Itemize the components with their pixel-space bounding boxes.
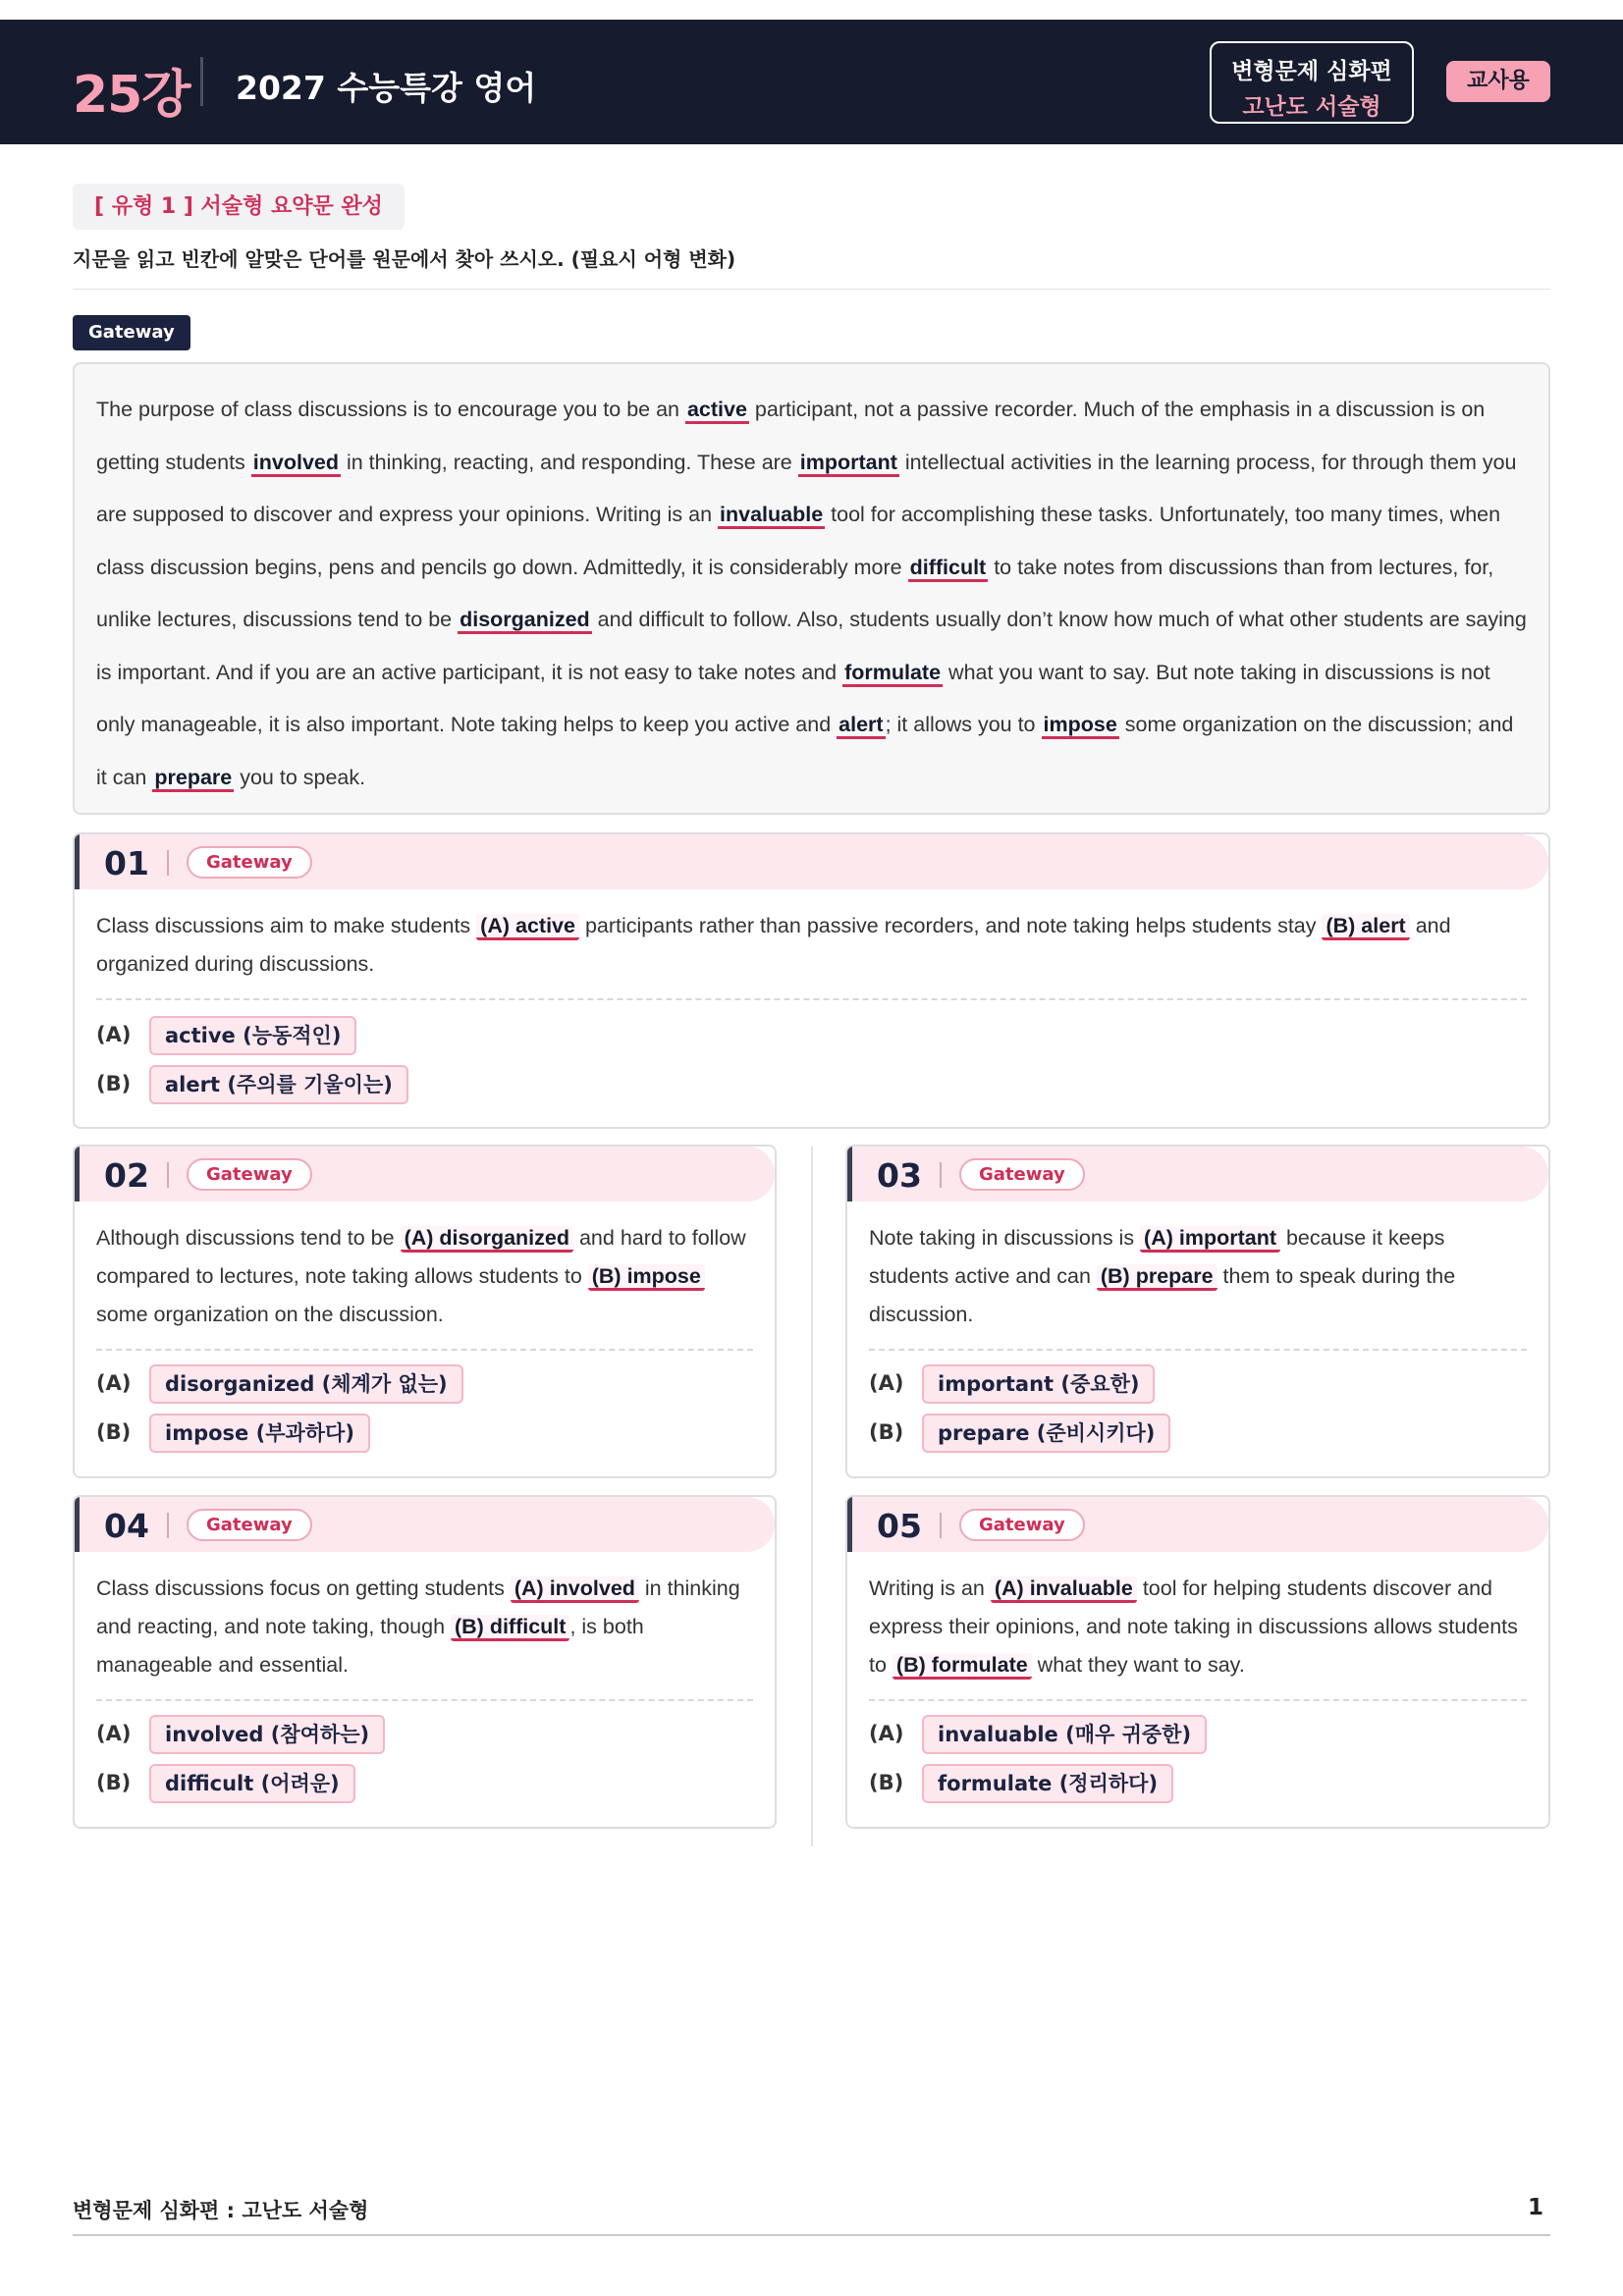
summary-segment: participants rather than passive recorders, and note taking helps students stay [578,914,1323,937]
page-number: 1 [1528,2195,1544,2220]
question-source-tag: Gateway [187,846,312,879]
answer-label: (A) [96,1371,132,1395]
answer-label: (B) [96,1420,132,1444]
highlighted-keyword: formulate [842,661,943,687]
answer-chip: impose (부과하다) [149,1414,370,1453]
question-number: 02 [104,1156,149,1195]
answer-blank: (A) important [1140,1226,1280,1253]
card-divider [940,1513,942,1538]
passage-segment: what you want to say. But note taking in discussions is not only manageable, it is also important. Note taking helps to keep you active and [96,660,1490,736]
highlighted-keyword: impose [1042,713,1119,739]
column-divider [811,1147,813,1846]
answer-label: (A) [869,1371,904,1395]
book-title: 2027 수능특강 영어 [236,69,537,107]
summary-segment: Class discussions focus on getting students [96,1576,511,1600]
highlighted-keyword: active [685,398,749,424]
dashed-divider [96,998,1527,1000]
question-card-01 [73,832,1550,1129]
question-number: 03 [877,1156,922,1195]
passage-segment: in thinking, reacting, and responding. These are [341,450,798,474]
card-header [75,834,1548,889]
highlighted-keyword: difficult [908,556,989,582]
answer-blank: (B) alert [1322,914,1409,940]
type-label: [ 유형 1 ] 서술형 요약문 완성 [73,184,405,230]
passage-segment: you to speak. [234,765,366,789]
question-source-tag: Gateway [959,1158,1085,1191]
highlighted-keyword: alert [837,713,885,739]
summary-text [869,1219,1527,1334]
card-accent-bar [75,834,80,889]
question-card-05 [845,1495,1550,1829]
card-accent-bar [75,1497,80,1552]
summary-segment: tool for helping students discover and express their opinions, and note taking in discussions allows students to [869,1576,1518,1677]
answer-blank: (B) impose [588,1264,705,1291]
card-accent-bar [75,1147,80,1201]
card-accent-bar [847,1497,852,1552]
summary-segment: and hard to follow compared to lectures, note taking allows students to [96,1226,746,1288]
passage-segment: to take notes from discussions than from lectures, for, unlike lectures, discussions tend to be [96,555,1494,631]
answer-label: (B) [96,1072,132,1095]
top-header-bar [0,20,1623,144]
dashed-divider [96,1699,753,1701]
summary-segment: them to speak during the discussion. [869,1264,1456,1326]
card-header [847,1497,1548,1552]
passage-segment: The purpose of class discussions is to encourage you to be an [96,398,685,421]
question-number: 01 [104,844,149,882]
card-divider [940,1162,942,1188]
answer-label: (A) [869,1722,904,1745]
header-divider [200,57,203,106]
summary-segment: in thinking and reacting, and note taking, though [96,1576,740,1638]
answer-blank: (B) formulate [893,1653,1032,1680]
edition-line1: 변형문제 심화편 [1231,59,1392,84]
answer-blank: (A) involved [511,1576,639,1603]
passage-segment: and difficult to follow. Also, students usually don’t know how much of what other students are saying is important. And if you are an active participant, it is not easy to take notes and [96,608,1527,684]
dashed-divider [869,1349,1527,1351]
answer-label: (B) [96,1771,132,1794]
summary-segment: , is both manageable and essential. [96,1615,644,1677]
source-tag: Gateway [73,315,190,350]
lesson-number: 25강 [73,66,190,125]
edition-line2: 고난도 서술형 [1242,94,1381,120]
summary-segment: some organization on the discussion. [96,1303,444,1326]
highlighted-keyword: invaluable [718,503,825,529]
summary-segment: what they want to say. [1031,1653,1245,1677]
passage-box [73,362,1550,815]
teacher-badge: 교사용 [1446,61,1550,102]
highlighted-keyword: prepare [152,766,234,792]
question-card-02 [73,1145,777,1478]
passage-segment: ; it allows you to [885,713,1042,736]
answer-chip: formulate (정리하다) [922,1764,1173,1803]
card-divider [167,850,169,876]
answer-chip: important (중요한) [922,1364,1155,1404]
answer-label: (A) [96,1023,132,1046]
answer-chip: disorganized (체계가 없는) [149,1364,463,1404]
highlighted-keyword: involved [251,451,341,477]
question-source-tag: Gateway [959,1509,1085,1541]
summary-text [96,907,1530,984]
dashed-divider [96,1349,753,1351]
dashed-divider [869,1699,1527,1701]
answer-chip: active (능동적인) [149,1016,356,1055]
highlighted-keyword: disorganized [458,608,592,634]
question-source-tag: Gateway [187,1158,312,1191]
answer-blank: (B) difficult [451,1615,569,1641]
summary-segment: because it keeps students active and can [869,1226,1445,1288]
card-accent-bar [847,1147,852,1201]
answer-chip: difficult (어려운) [149,1764,355,1803]
card-divider [167,1513,169,1538]
highlighted-keyword: important [798,451,899,477]
footer-rule [73,2234,1550,2236]
passage-text [96,384,1529,804]
answer-blank: (A) active [476,914,579,940]
card-divider [167,1162,169,1188]
card-header [75,1497,775,1552]
answer-chip: alert (주의를 기울이는) [149,1065,408,1104]
answer-blank: (A) invaluable [991,1576,1137,1603]
answer-chip: invaluable (매우 귀중한) [922,1715,1207,1754]
passage-segment: some organization on the discussion; and it can [96,713,1514,789]
summary-segment: Note taking in discussions is [869,1226,1141,1250]
question-source-tag: Gateway [187,1509,312,1541]
answer-blank: (B) prepare [1097,1264,1217,1291]
answer-chip: involved (참여하는) [149,1715,385,1754]
edition-box [1210,41,1414,124]
summary-text [869,1570,1527,1684]
section-rule [73,289,1550,290]
answer-label: (B) [869,1420,904,1444]
question-card-03 [845,1145,1550,1478]
summary-segment: Although discussions tend to be [96,1226,401,1250]
card-header [847,1147,1548,1201]
passage-segment: intellectual activities in the learning process, for through them you are supposed to discover and express your opinions. Writing is an [96,450,1517,526]
summary-segment: Class discussions aim to make students [96,914,477,937]
question-number: 05 [877,1507,922,1545]
answer-chip: prepare (준비시키다) [922,1414,1170,1453]
answer-blank: (A) disorganized [401,1226,573,1253]
footer-text: 변형문제 심화편 : 고난도 서술형 [73,2199,369,2222]
summary-segment: Writing is an [869,1576,991,1600]
question-number: 04 [104,1507,149,1545]
question-card-04 [73,1495,777,1829]
summary-segment: and organized during discussions. [96,914,1451,976]
summary-text [96,1219,754,1334]
summary-text [96,1570,754,1684]
passage-segment: tool for accomplishing these tasks. Unfortunately, too many times, when class discussion begins, pens and pencils go down. Admittedly, it is considerably more [96,503,1501,579]
passage-segment: participant, not a passive recorder. Much of the emphasis in a discussion is on getting students [96,398,1486,474]
answer-label: (A) [96,1722,132,1745]
card-header [75,1147,775,1201]
answer-label: (B) [869,1771,904,1794]
instruction-text: 지문을 읽고 빈칸에 알맞은 단어를 원문에서 찾아 쓰시오. (필요시 어형 변화) [73,247,736,271]
